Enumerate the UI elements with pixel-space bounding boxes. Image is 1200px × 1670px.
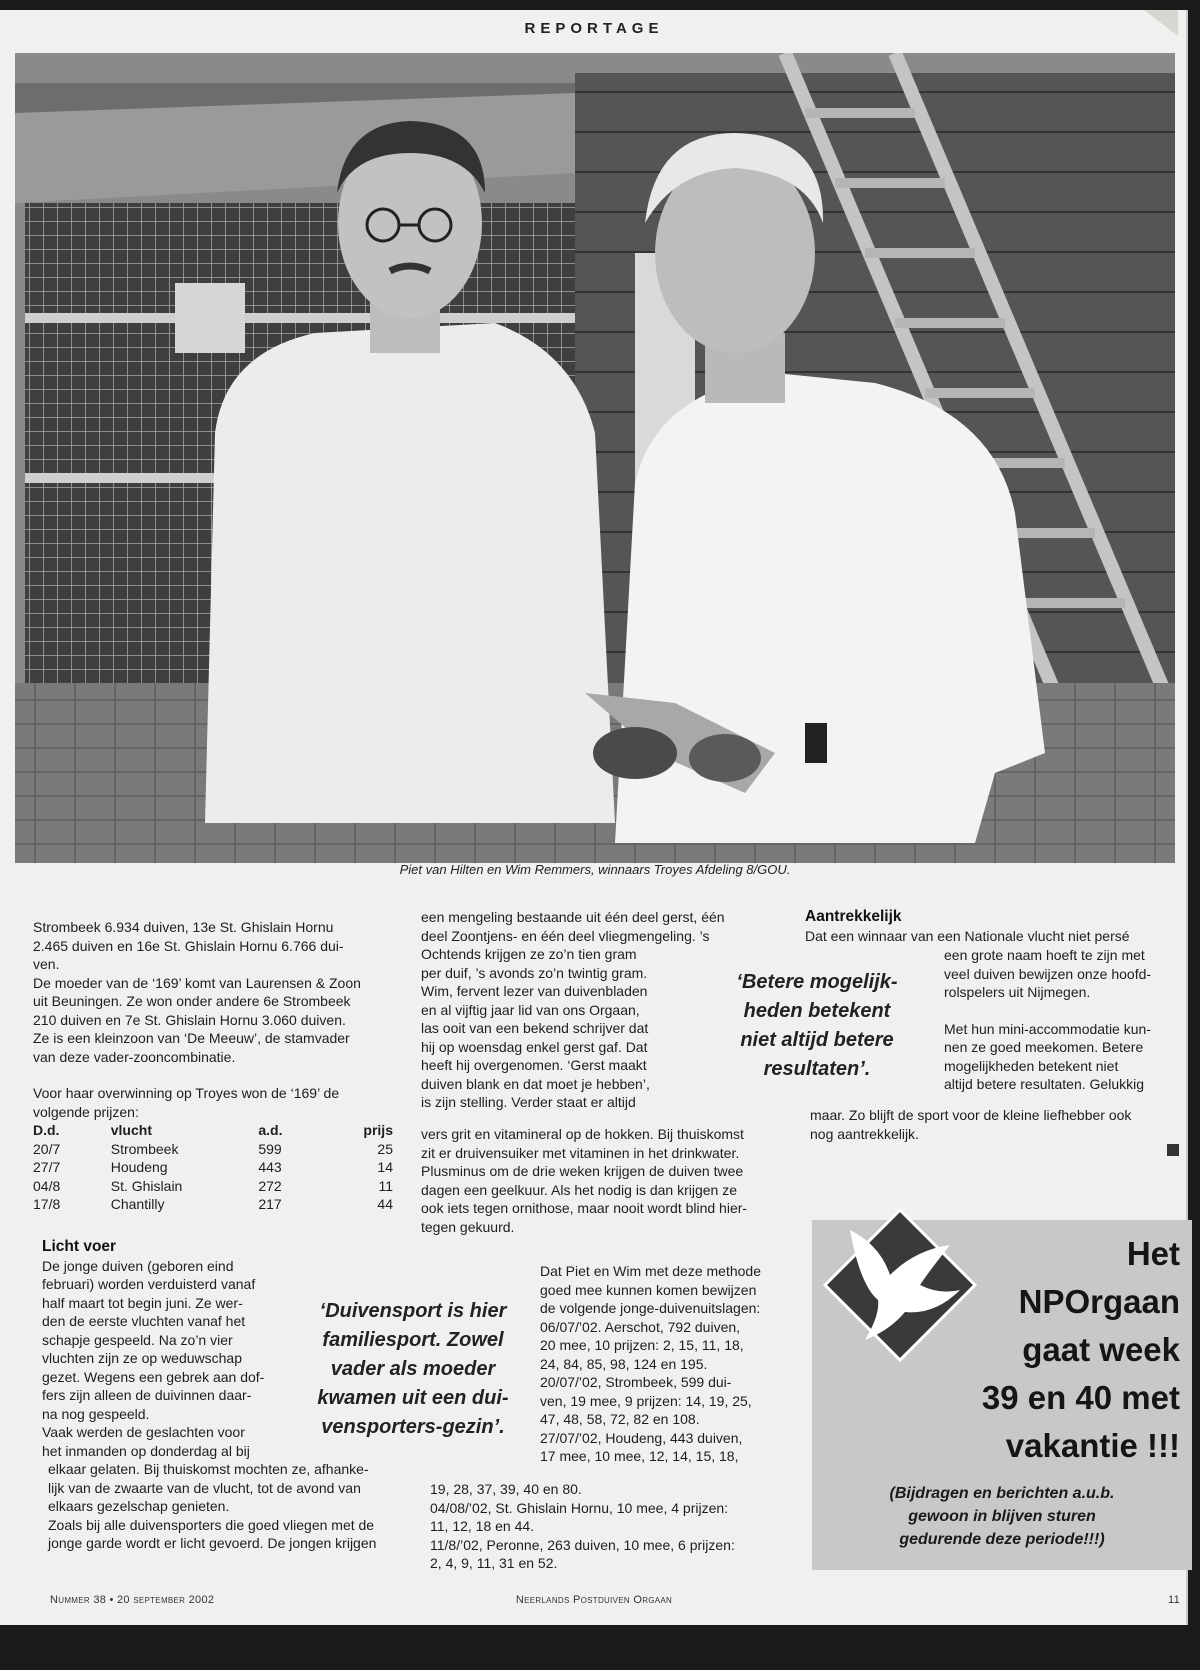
heading-licht-voer: Licht voer (42, 1238, 117, 1255)
col3-paragraph-1a: Dat een winnaar van een Nationale vlucht niet persé (805, 927, 1130, 944)
column-3-upper (805, 908, 1185, 945)
article-end-mark (1167, 1144, 1179, 1156)
cell-prize: 14 (377, 1159, 393, 1175)
column-2-lower-wide (430, 1480, 800, 1573)
cell-prize: 44 (377, 1196, 393, 1212)
column-1-lower-wide (48, 1460, 408, 1553)
table-row (33, 1195, 393, 1214)
cell-date: 20/7 (33, 1140, 61, 1157)
col3-paragraph-1b: een grote naam hoeft te zijn met veel duiven bewijzen onze hoofd- rolspelers uit Nijmegen. (944, 947, 1152, 1000)
table-row (33, 1177, 393, 1196)
prizes-header-birds: a.d. (258, 1122, 283, 1138)
prizes-header-date: D.d. (33, 1122, 60, 1138)
col1-paragraph-1: Strombeek 6.934 duiven, 13e St. Ghislain Hornu 2.465 duiven en 16e St. Ghislain Hornu 6.766 dui- ven. (33, 919, 344, 972)
footer-publication: Neerlands Postduiven Orgaan (515, 1594, 673, 1606)
column-3-narrow (944, 946, 1184, 1094)
photo-illustration (15, 53, 1175, 863)
table-row (33, 1140, 393, 1159)
cell-date: 27/7 (33, 1159, 61, 1175)
col2-paragraph-2: vers grit en vitamineral op de hokken. Bij thuiskomst zit er druivensuiker met vitaminen in het drinkwater. Plusminus om de drie weken krijgen de duiven twee dagen een geelkuur. Als het nodig is dan krijgen ze ook iets tegen ornithose, maar nooit wordt blind hier- tegen gekuurd. (421, 1126, 748, 1235)
cell-birds: 217 (258, 1196, 282, 1212)
col1-paragraph-2: De moeder van de ‘169’ komt van Laurensen & Zoon uit Beuningen. Ze won onder andere 6e Strombeek 210 duiven en 7e St. Ghislain Hornu 3.060 duiven. Ze is een kleinzoon van ‘De Meeuw’, de stamvader van deze vader-zooncombinatie. (33, 974, 361, 1065)
col2-paragraph-1: een mengeling bestaande uit één deel gerst, één deel Zoontjens- en één deel vliegmengeling. ’s Ochtends krijgen ze zo’n tien gram per duif, ’s avonds zo’n twintig gram. Wim, fervent lezer van duivenbladen en al vijftig jaar lid van ons Orgaan, las ooit van een bekend schrijver dat hij op woensdag enkel gerst gaf. Dat heeft hij overgenomen. ‘Gerst maakt duiven blank en dat moet je hebben’, is zijn stelling. Verder staat er altijd (421, 909, 725, 1110)
prizes-header-row (33, 1121, 393, 1140)
column-1-lower-narrow (42, 1238, 282, 1460)
footer-page-number: 11 (1168, 1594, 1181, 1606)
pull-quote-1: ‘Betere mogelijk- heden betekent niet altijd betere resultaten’. (736, 971, 898, 1080)
cell-birds: 272 (258, 1177, 282, 1194)
vacation-notice (812, 1220, 1192, 1570)
col3-paragraph-2: Met hun mini-accommodatie kun- nen ze goed meekomen. Betere mogelijkheden betekent niet altijd betere resultaten. Gelukkig (944, 1020, 1151, 1092)
pull-quote-2: ‘Duivensport is hier familiesport. Zowel vader als moeder kwamen uit een dui- vensporters-gezin’. (317, 1300, 509, 1438)
cell-date: 04/8 (33, 1177, 61, 1194)
table-row (33, 1158, 393, 1177)
cell-flight: Strombeek (110, 1140, 179, 1157)
prizes-table (33, 1121, 393, 1214)
cell-prize: 25 (377, 1140, 393, 1157)
heading-aantrekkelijk: Aantrekkelijk (805, 908, 902, 925)
prizes-header-prize: prijs (363, 1122, 393, 1138)
cell-flight: Chantilly (110, 1196, 165, 1212)
article-photo (15, 53, 1175, 863)
col2-paragraph-3: Dat Piet en Wim met deze methode goed mee kunnen komen bewijzen de volgende jonge-duivenuitslagen: 06/07/’02. Aerschot, 792 duiven, 20 mee, 10 prijzen: 2, 15, 11, 18, 24, 84, 85, 98, 124 en 195. 20/07/’02, Strombeek, 599 dui- ven, 19 mee, 9 prijzen: 14, 19, 25, 47, 48, 58, 72, 82 en 108. 27/07/’02, Houdeng, 443 duiven, 17 mee, 10 mee, 12, 14, 15, 18, (540, 1263, 761, 1464)
cell-flight: St. Ghislain (110, 1177, 183, 1194)
col1-paragraph-3: Voor haar overwinning op Troyes won de ‘169’ de volgende prijzen: (33, 1085, 340, 1120)
photo-caption: Piet van Hilten en Wim Remmers, winnaars Troyes Afdeling 8/GOU. (399, 862, 791, 877)
col2-paragraph-4: 19, 28, 37, 39, 40 en 80. 04/08/’02, St. Ghislain Hornu, 10 mee, 4 prijzen: 11, 12, 18 en 44. 11/8/’02, Peronne, 263 duiven, 10 mee, 6 prijzen: 2, 4, 9, 11, 31 en 52. (430, 1481, 735, 1571)
col3-paragraph-3: maar. Zo blijft de sport voor de kleine liefhebber ook nog aantrekkelijk. (810, 1107, 1132, 1142)
prizes-header-flight: vlucht (110, 1122, 152, 1138)
column-2-upper-wide (421, 1125, 791, 1236)
notice-headline: Het NPOrgaan gaat week 39 en 40 met vakantie !!! (981, 1235, 1180, 1464)
cell-date: 17/8 (33, 1196, 61, 1212)
column-3-lower (810, 1106, 1190, 1143)
cell-prize: 11 (378, 1177, 393, 1194)
cell-birds: 443 (258, 1159, 282, 1175)
section-kicker: REPORTAGE (524, 20, 664, 37)
col1-paragraph-4: De jonge duiven (geboren eind februari) worden verduisterd vanaf half maart tot begin juni. Ze wer- den de eerste vluchten vanaf het schapje gespeeld. Na zo’n vier vluchten zijn ze op weduwschap gezet. Wegens een gebrek aan dof- fers zijn alleen de duivinnen daar- na nog gespeeld. Vaak werden de geslachten voor het inmanden op donderdag al bij (42, 1257, 265, 1459)
cell-birds: 599 (258, 1140, 282, 1157)
notice-subtext: (Bijdragen en berichten a.u.b. gewoon in blijven sturen gedurende deze periode!!!) (889, 1485, 1115, 1548)
cell-flight: Houdeng (110, 1159, 168, 1175)
column-1-upper (33, 918, 393, 1214)
footer-issue: Nummer 38 • 20 september 2002 (50, 1594, 215, 1606)
col1-paragraph-5: elkaar gelaten. Bij thuiskomst mochten ze, afhanke- lijk van de zwaarte van de vlucht, tot de avond van elkaars gezelschap genieten. Zoals bij alle duivensporters die goed vliegen met de jonge garde wordt er licht gevoerd. De jongen krijgen (48, 1461, 377, 1551)
newspaper-page (0, 10, 1188, 1625)
column-2-lower-narrow (540, 1262, 800, 1466)
